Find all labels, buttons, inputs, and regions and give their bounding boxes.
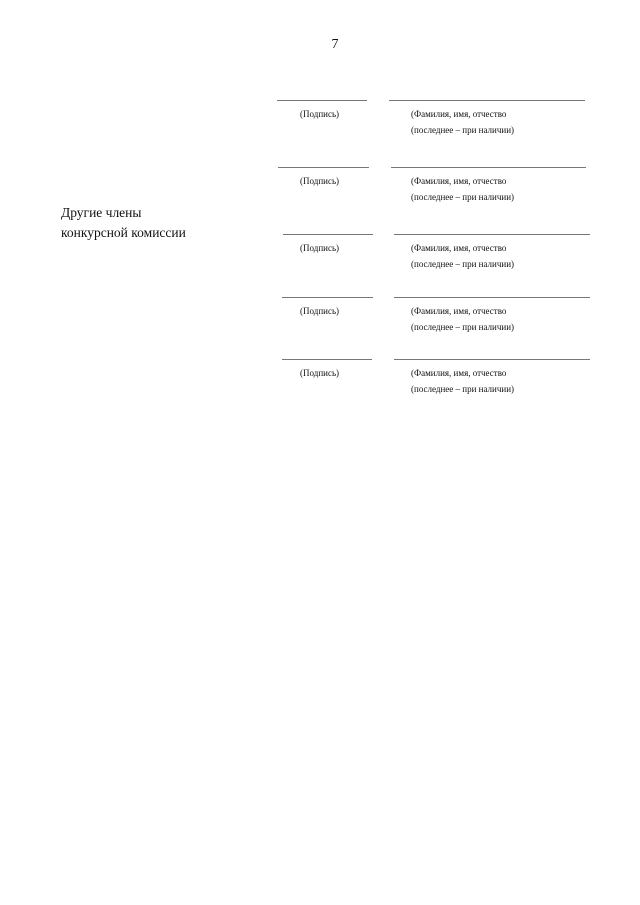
- signature-caption: (Подпись): [300, 176, 340, 186]
- name-caption: [411, 173, 514, 205]
- name-line: [391, 167, 586, 168]
- name-caption: [411, 365, 514, 397]
- name-line: [389, 100, 585, 101]
- signature-caption: (Подпись): [300, 306, 340, 316]
- name-caption: [411, 303, 514, 335]
- other-members-label-line2: конкурсной комиссии: [61, 225, 186, 240]
- name-line: [394, 359, 590, 360]
- name-caption-line1: (Фамилия, имя, отчество: [411, 176, 507, 186]
- name-caption-line2: (последнее – при наличии): [411, 259, 515, 269]
- signature-row: [283, 234, 640, 274]
- signature-line: [282, 297, 373, 298]
- signature-caption: (Подпись): [300, 109, 340, 119]
- name-line: [394, 297, 590, 298]
- signature-line: [277, 100, 367, 101]
- signature-row: [278, 167, 638, 207]
- name-line: [394, 234, 590, 235]
- name-caption-line1: (Фамилия, имя, отчество: [411, 243, 507, 253]
- signature-row: [277, 100, 637, 140]
- other-members-label: [61, 203, 186, 243]
- name-caption-line2: (последнее – при наличии): [411, 192, 515, 202]
- signature-line: [278, 167, 369, 168]
- name-caption-line2: (последнее – при наличии): [411, 384, 515, 394]
- signature-line: [282, 359, 372, 360]
- name-caption-line2: (последнее – при наличии): [411, 125, 515, 135]
- other-members-label-line1: Другие члены: [61, 205, 142, 220]
- signature-row: [282, 297, 640, 337]
- signature-row: [282, 359, 640, 399]
- page-number: 7: [331, 37, 339, 52]
- signature-caption: (Подпись): [300, 368, 340, 378]
- name-caption: [411, 240, 514, 272]
- name-caption: [411, 106, 514, 138]
- signature-line: [283, 234, 373, 235]
- name-caption-line1: (Фамилия, имя, отчество: [411, 109, 507, 119]
- name-caption-line1: (Фамилия, имя, отчество: [411, 306, 507, 316]
- name-caption-line1: (Фамилия, имя, отчество: [411, 368, 507, 378]
- signature-caption: (Подпись): [300, 243, 340, 253]
- name-caption-line2: (последнее – при наличии): [411, 322, 515, 332]
